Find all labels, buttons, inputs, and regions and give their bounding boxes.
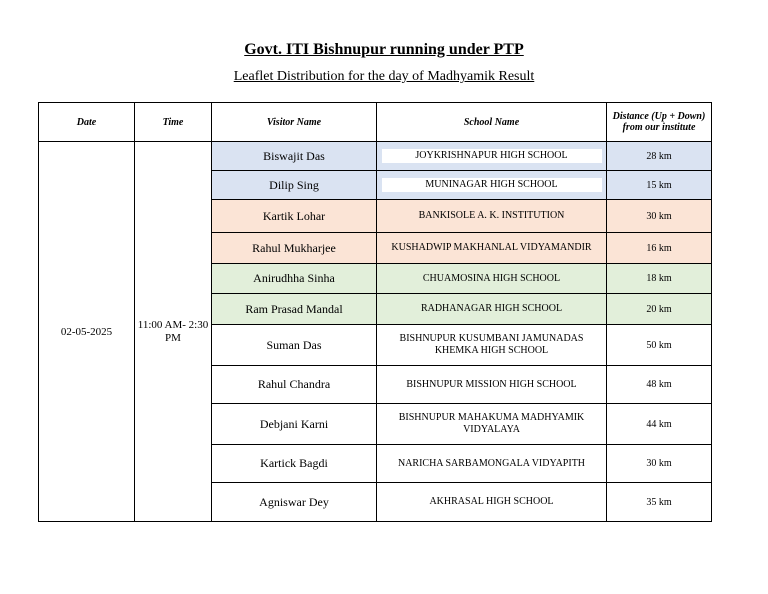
school-name-cell: RADHANAGAR HIGH SCHOOL xyxy=(377,294,607,325)
distance-cell: 35 km xyxy=(607,483,712,522)
distance-cell: 18 km xyxy=(607,264,712,294)
visitor-name-cell: Agniswar Dey xyxy=(212,483,377,522)
school-name-cell: BISHNUPUR MISSION HIGH SCHOOL xyxy=(377,366,607,404)
school-name-text: JOYKRISHNAPUR HIGH SCHOOL xyxy=(382,149,602,163)
school-name-text: MUNINAGAR HIGH SCHOOL xyxy=(382,178,602,192)
visitor-name-cell: Suman Das xyxy=(212,325,377,366)
distance-cell: 50 km xyxy=(607,325,712,366)
visitor-name-cell: Anirudhha Sinha xyxy=(212,264,377,294)
header-visitor-name: Visitor Name xyxy=(212,103,377,142)
visitor-name-cell: Biswajit Das xyxy=(212,142,377,171)
header-school-name: School Name xyxy=(377,103,607,142)
visitor-name-cell: Ram Prasad Mandal xyxy=(212,294,377,325)
school-name-cell: BISHNUPUR MAHAKUMA MADHYAMIK VIDYALAYA xyxy=(377,404,607,445)
school-name-cell: AKHRASAL HIGH SCHOOL xyxy=(377,483,607,522)
document-title: Govt. ITI Bishnupur running under PTP xyxy=(244,41,524,58)
school-name-cell xyxy=(377,171,607,200)
distance-cell: 15 km xyxy=(607,171,712,200)
table-body xyxy=(39,142,712,522)
visitor-name-cell: Kartik Lohar xyxy=(212,200,377,233)
visitor-name-cell: Rahul Chandra xyxy=(212,366,377,404)
distance-cell: 44 km xyxy=(607,404,712,445)
table-header-row xyxy=(39,103,712,142)
distance-cell: 30 km xyxy=(607,200,712,233)
document-subtitle: Leaflet Distribution for the day of Madhyamik Result xyxy=(233,69,535,84)
date-cell: 02-05-2025 xyxy=(39,142,135,522)
distance-cell: 20 km xyxy=(607,294,712,325)
school-name-cell: CHUAMOSINA HIGH SCHOOL xyxy=(377,264,607,294)
distance-cell: 16 km xyxy=(607,233,712,264)
visitor-name-cell: Kartick Bagdi xyxy=(212,445,377,483)
leaflet-distribution-table xyxy=(38,102,712,522)
time-cell: 11:00 AM- 2:30 PM xyxy=(135,142,212,522)
distance-cell: 30 km xyxy=(607,445,712,483)
header-time: Time xyxy=(135,103,212,142)
school-name-cell xyxy=(377,142,607,171)
visitor-name-cell: Rahul Mukharjee xyxy=(212,233,377,264)
distance-cell: 28 km xyxy=(607,142,712,171)
school-name-cell: KUSHADWIP MAKHANLAL VIDYAMANDIR xyxy=(377,233,607,264)
visitor-name-cell: Dilip Sing xyxy=(212,171,377,200)
school-name-cell: BISHNUPUR KUSUMBANI JAMUNADAS KHEMKA HIGH SCHOOL xyxy=(377,325,607,366)
table-row xyxy=(39,142,712,171)
header-distance: Distance (Up + Down) from our institute xyxy=(607,103,712,142)
school-name-cell: NARICHA SARBAMONGALA VIDYAPITH xyxy=(377,445,607,483)
visitor-name-cell: Debjani Karni xyxy=(212,404,377,445)
header-date: Date xyxy=(39,103,135,142)
school-name-cell: BANKISOLE A. K. INSTITUTION xyxy=(377,200,607,233)
distance-cell: 48 km xyxy=(607,366,712,404)
